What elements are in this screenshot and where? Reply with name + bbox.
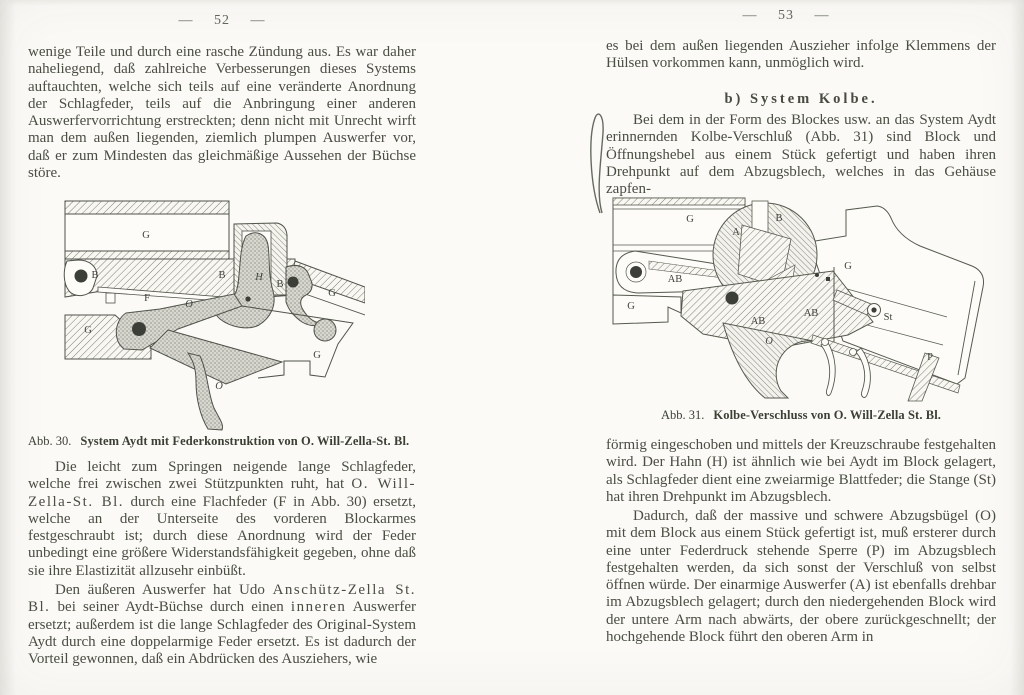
text-segment: durch eine Flachfeder (F in Abb. 30) ersetzt, welche an der Unterseite des vorderen Blockarmes festgeschraubt ist; durch diese Anordnung wird der Feder unbedingt eine größere Widerstandsfähigkeit gegeben, ohne daß sie ihre Elastizität allzusehr einbüßt. xyxy=(28,493,416,579)
text-segment: bei seiner Aydt-Büchse durch einen xyxy=(50,599,291,616)
figure-abb-31-drawing xyxy=(605,195,995,403)
figure-part-label: G xyxy=(313,350,321,361)
figure-part-label: G xyxy=(328,288,336,299)
figure-part-label: G xyxy=(844,261,852,272)
figure-part-label: H xyxy=(255,272,263,283)
figure-part-label: B xyxy=(276,279,284,290)
page-53 xyxy=(606,0,996,695)
text-segment: es bei dem außen liegenden Auszieher infolge Klemmens der Hülsen vorkommen kann, unmöglich wird. xyxy=(606,38,996,72)
figure-part-label: O xyxy=(215,381,223,392)
caption-text-abb-30: System Aydt mit Federkonstruktion von O. Will-Zella-St. Bl. xyxy=(80,434,410,448)
emphasized-text: O. Will-Zella-St. Bl. xyxy=(28,476,416,510)
figure-abb-30-drawing xyxy=(62,198,365,434)
paragraph-53-3 xyxy=(606,437,996,506)
caption-text-abb-31: Kolbe-Verschluss von O. Will-Zella St. Bl. xyxy=(713,408,942,422)
figure-part-label: A xyxy=(732,227,740,238)
figure-caption-abb-30 xyxy=(28,434,416,449)
paragraph-53-4 xyxy=(606,508,996,646)
paragraph-52-3 xyxy=(28,582,416,668)
figure-part-label: B xyxy=(775,213,783,224)
section-heading-system-kolbe: b) System Kolbe. xyxy=(724,91,878,107)
text-segment: förmig eingeschoben und mittels der Kreuzschraube festgehalten wird. Der Hahn (H) ist ähnlich wie bei Aydt im Block gelagert, als Schlagfeder dient eine zweiarmige Blattfeder; die Stange (St) hat ihren Drehpunkt im Abzugsblech. xyxy=(606,437,996,505)
figure-caption-abb-31 xyxy=(606,408,996,423)
emphasized-text: Anschütz-Zella St. Bl. xyxy=(28,582,416,616)
text-segment: Den äußeren Auswerfer hat Udo xyxy=(55,582,273,598)
figure-part-label: AB xyxy=(667,274,683,285)
figure-part-label: O xyxy=(765,336,773,347)
figure-abb-31 xyxy=(605,195,995,403)
figure-part-label: AB xyxy=(750,316,766,327)
figure-part-label: G xyxy=(142,230,150,241)
figure-part-label: O xyxy=(185,299,193,310)
figure-part-label: B xyxy=(91,270,99,281)
page-52 xyxy=(28,0,416,695)
text-segment: Die leicht zum Springen neigende lange Schlagfeder, welche frei zwischen zwei Stützpunkten ruht, hat xyxy=(28,459,416,493)
figure-part-label: B xyxy=(218,270,226,281)
figure-part-label: P xyxy=(927,352,933,363)
handwritten-margin-mark xyxy=(585,111,607,215)
text-segment: Auswerfer ersetzt; außerdem ist die lange Schlagfeder des Original-System Aydt durch eine doppelarmige Feder ersetzt. Es ist dadurch der Vorteil gewonnen, daß ein Abdrücken des Ausziehers, wie xyxy=(28,599,416,668)
paragraph-52-2 xyxy=(28,459,416,580)
emphasized-text: inneren xyxy=(290,599,347,616)
text-segment: Bei dem in der Form des Blockes usw. an das System Aydt erinnernden Kolbe-Verschluß (Abb. 31) sind Block und Öffnungshebel aus einem Stück gefertigt und haben ihren Drehpunkt auf dem Abzugsblech, welches in das Gehäuse zapfen- xyxy=(606,112,996,198)
figure-part-label: St xyxy=(883,312,893,323)
page-number-right: — 53 — xyxy=(742,8,830,23)
figure-part-label: G xyxy=(686,214,694,225)
text-segment: Dadurch, daß der massive und schwere Abzugsbügel (O) mit dem Block aus einem Stück gefertigt ist, muß ersterer durch eine unter Federdruck stehende Sperre (P) im Abzugsblech festgehalten werden, da sich sonst der Verschluß von selbst öffnen würde. Der einarmige Auswerfer (A) ist ebenfalls drehbar im Abzugsblech gelagert; durch den niedergehenden Block wird der untere Arm nach abwärts, der obere zurückgeschnellt; der hochgehende Block führt den oberen Arm in xyxy=(606,508,996,646)
caption-prefix-abb-30: Abb. 30. xyxy=(28,434,72,448)
figure-part-label: G xyxy=(627,301,635,312)
paragraph-53-1 xyxy=(606,38,996,73)
text-segment: wenige Teile und durch eine rasche Zündung aus. Es war daher naheliegend, daß zahlreiche Verbesserungen dieses Systems auftauchten, welche sich teils auf eine veränderte Anordnung der Schlagfeder, teils auf die Anbringung einer anderen Auswerfervorrichtung erstreckten; denn nicht mit Unrecht wirft man dem außen liegenden, ziemlich plumpen Auswerfer vor, daß er zum Mindesten das gleichmäßige Aussehen der Büchse störe. xyxy=(28,44,416,182)
figure-abb-30 xyxy=(62,198,365,434)
page-number-left: — 52 — xyxy=(178,13,266,28)
figure-part-label: F xyxy=(144,293,150,304)
figure-part-label: G xyxy=(84,325,92,336)
figure-part-label: AB xyxy=(803,308,819,319)
caption-prefix-abb-31: Abb. 31. xyxy=(660,408,705,422)
paragraph-52-1 xyxy=(28,44,416,182)
paragraph-53-2 xyxy=(606,112,996,198)
